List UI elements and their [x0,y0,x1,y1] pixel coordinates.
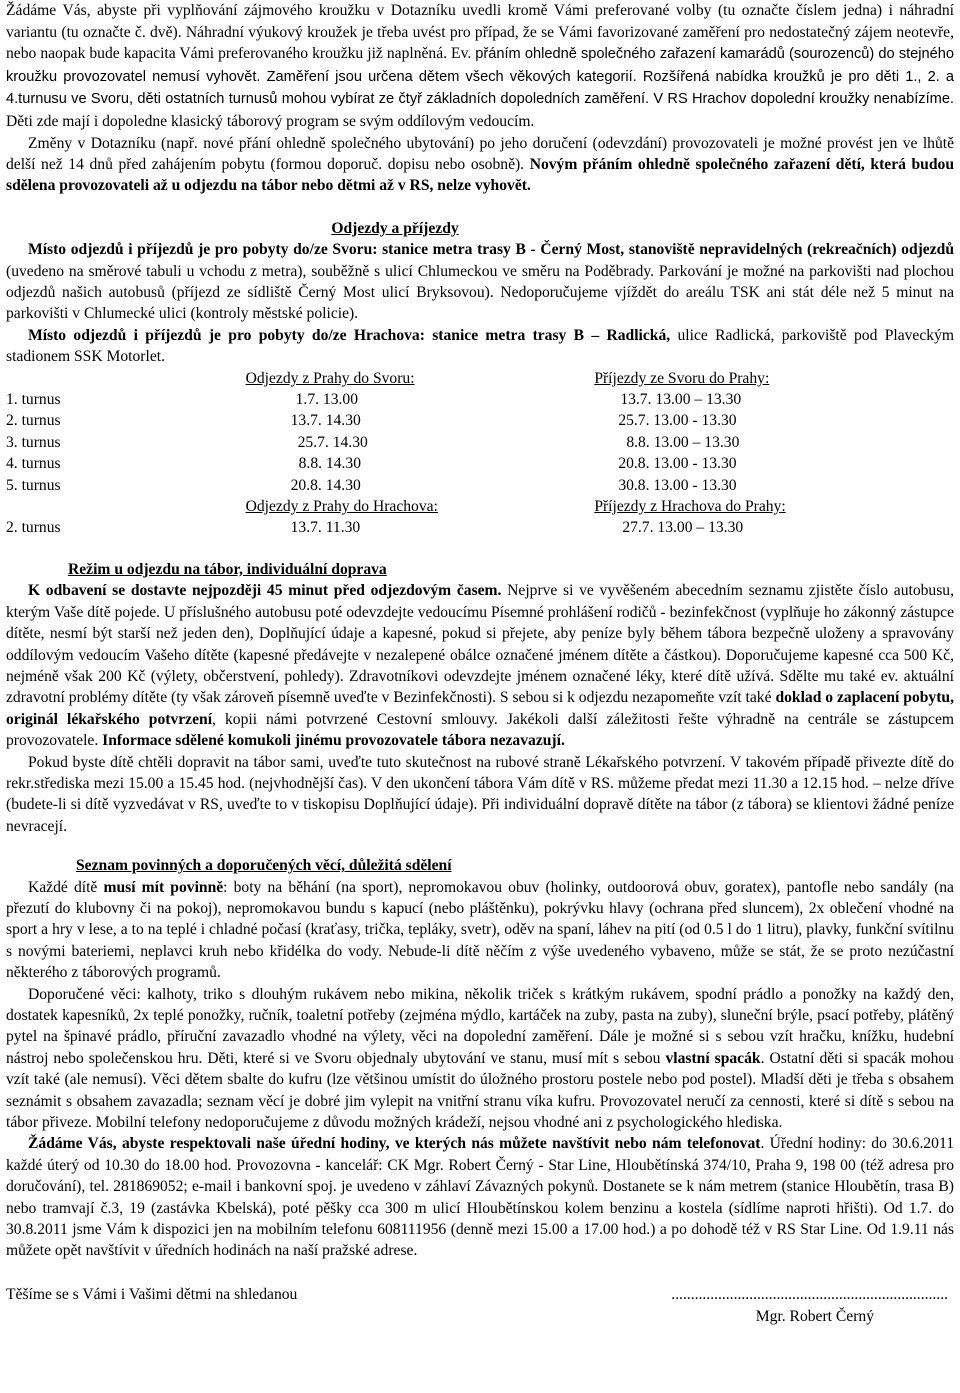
zmeny-bold: Novým přáním ohledně společného zařazení dětí, která budou sdělena provozovateli až u odjezdu na tábor nebo dětmi až v RS, nelze vyhovět. [6,155,955,195]
paragraph-zmeny [6,133,954,197]
schedule-header-hrachov: Odjezdy z Prahy do Hrachova: Příjezdy z Hrachova do Prahy: [245,498,786,516]
zmeny-text: Změny v Dotazníku (např. nové přání ohledně společného ubytování) po jeho doručení (odevzdání) provozovateli je možné provést jen ve lhůtě delší než 14 dnů před zahájením pobytu (formou doporuč. dopisu nebo osobně). [6,134,954,173]
kroužky-text-3: Děti zde mají i dopoledne klasický táborový program se svým oddílovým vedoucím. [6,112,535,130]
signature-row [6,1306,954,1328]
paragraph-seznam-3: Žádáme Vás, abyste respektovali naše úřední hodiny, ve kterých nás můžete navštívit nebo nám telefonovat. Úřední hodiny: do 30.6.2011 každé úterý od 10.30 do 18.00 hod. Provozovna - kancelář: CK Mgr. Robert Černý - Star Line, Hloubětínská 374/10, Praha 9, 198 00 (též adresa pro doručování), tel. 281869052; e-mail i bankovní spoj. je uvedeno v záhlaví Závazných pokynů. Dostanete se k nám metrem (stanice Hloubětín, trasa B) nebo tramvají č.3, 19 (zastávka Kbelská), poté pěšky cca 300 m ulicí Hloubětínskou kolem benzinu a kostela (sídlíme naproti hřišti). Od 1.7. do 30.8.2011 jsme Vám k dispozici jen na mobilním telefonu 608111956 (denně mezi 15.00 a 17.00 hod.) a po dohodě též v RS Star Line. Od 1.9.11 nás můžete opět navštívit v úředních hodinách na naší pražské adrese. [6,1135,954,1260]
schedule-row: 2. turnus 13.7. 11.30 27.7. 13.00 – 13.30 [6,519,744,537]
section-title-seznam: Seznam povinných a doporučených věcí, důležitá sdělení [76,857,452,875]
section-title-odjezdy: Odjezdy a příjezdy [331,219,459,237]
closing-greeting: Těšíme se s Vámi i Vašimi dětmi na shledanou [6,1285,298,1303]
signature-name: Mgr. Robert Černý [755,1307,874,1325]
paragraph-rezim-1: K odbavení se dostavte nejpozději 45 minut před odjezdovým časem. Nejprve si ve vyvěšeném abecedním seznamu zjistěte číslo autobusu, kterým Vaše dítě pojede. U příslušného autobusu poté odevzdejte vedoucímu Písemné prohlášení rodičů - bezinfekčnost (vyplňuje ho zákonný zástupce dítěte, nesmí být starší než jeden den), Doplňující údaje a kapesné, pokud si přejete, aby peníze byly během tábora bezpečně uloženy a spravovány oddílovým vedoucím Vašeho dítěte (kapesné předávejte v nezalepené obálce označené jménem dítěte a částkou). Doporučujeme kapesné cca 500 Kč, nejméně však 200 Kč (výlety, občerstvení, pohledy). Zdravotníkovi odevzdejte jménem označené léky, které dítě užívá. Sdělte mu také ev. aktuální zdravotní problémy dítěte (ty však zároveň písemně uveďte v Bezinfekčnosti). S sebou si k odjezdu nezapomeňte vzít také doklad o zaplacení pobytu, originál lékařského potvrzení, kopii námi potvrzené Cestovní smlouvy. Jakékoli další záležitosti řešte výhradně na centrále se zástupcem provozovatele. Informace sdělené komukoli jinému provozovatele tábora nezavazují. [6,582,954,750]
signature-dots: ....................................................................... [671,1285,948,1303]
paragraph-hrachov-place: Místo odjezdů i příjezdů je pro pobyty do/ze Hrachova: stanice metra trasy B – Radlická, ulice Radlická, parkoviště pod Plaveckým stadionem SSK Motorlet. [6,326,954,366]
paragraph-svor-place: Místo odjezdů i příjezdů je pro pobyty do/ze Svoru: stanice metra trasy B - Černý Most, stanoviště nepravidelných (rekreačních) odjezdů (uvedeno na směrové tabuli u vchodu z metra), souběžně s ulicí Chlumeckou ve směru na Poděbrady. Parkování je možné na parkovišti nad plochou odjezdů našich autobusů (příjezd ze sídliště Černý Most ulicí Bryksovou). Nedoporučujeme vjíždět do areálu TSK ani stát déle než 5 minut na parkovišti v Chlumecké ulici (kontroly městské policie). [6,241,954,323]
schedule-row: 4. turnus 8.8. 14.30 20.8. 13.00 - 13.30 [6,455,737,473]
schedule-table [6,368,954,539]
paragraph-seznam-1: Každé dítě musí mít povinně: boty na běhání (na sport), nepromokavou obuv (holinky, outdoorová obuv, goratex), pantofle nebo sandály (na přezutí do klubovny či na pokoj), nepromokavou bundu s kapucí (nebo pláštěnku), pokrývku hlavy (ochrana před sluncem), 2x oblečení vhodné na sport a hry v lese, a to na teplé i chladné počasí (kraťasy, trička, tepláky, svetr), oděv na spaní, láhev na pití (od 0.5 l do 1 litru), plavky, funkční svítilnu s novými bateriemi, neplavci kruh nebo křidélka do vody. Nebude-li dítě něčím z výše uvedeného vybaveno, může se stát, že se proto nezúčastní některého z táborových programů. [6,878,954,982]
kroužky-text-1: Žádáme Vás, abyste při vyplňování zájmového kroužku v Dotazníku uvedli kromě Vámi preferované volby (tu označte číslem jedna) i náhradní variantu (tu označte č. dvě). Náhradní výukový kroužek je třeba uvést pro případ, že se Vámi favorizované zaměření pro nedostatečný zájem neotevře, nebo naopak bude kapacita Vámi preferovaného kroužku již naplněná. Ev. [6,2,954,63]
schedule-row: 2. turnus 13.7. 14.30 25.7. 13.00 - 13.30 [6,412,737,430]
schedule-row: 5. turnus 20.8. 14.30 30.8. 13.00 - 13.30 [6,476,737,494]
kroužky-text-2: přáním ohledně společného zařazení kamarádů (sourozenců) do stejného kroužku provozovatel nemusí vyhovět. Zaměření jsou určena dětem všech věkových kategorií. Rozšířená nabídka kroužků je pro děti 1., 2. a 4.turnusu ve Svoru, děti ostatních turnusů mohou vybírat ze čtyř základních dopoledních zaměření. V RS Hrachov dopolední kroužky nenabízíme. [6,46,954,108]
paragraph-seznam-2: Doporučené věci: kalhoty, triko s dlouhým rukávem nebo mikina, několik triček s krátkým rukávem, spodní prádlo a ponožky na každý den, dostatek kapesníků, 2x teplé ponožky, ručník, toaletní potřeby (zejména mýdlo, kartáček na zuby, pasta na zuby), sluneční brýle, psací potřeby, plátěný pytel na špinavé prádlo, příruční zavazadlo vhodné na výlety, věci na dopolední zaměření. Dále je možné si s sebou vzít hračku, knížku, hudební nástroj nebo společenskou hru. Děti, které si ve Svoru objednaly ubytování ve stanu, musí mít s sebou vlastní spacák. Ostatní děti si spacák mohou vzít také (ale nemusí). Věci dětem sbalte do kufru (lze většinou umístit do úložného prostoru postele nebo pod postel). Mladší děti je třeba s obsahem seznámit s obsahem zavazadla; seznam věcí je dobré jim vylepit na vnitřní stranu víka kufru. Provozovatel neručí za cennosti, které si dítě s sebou na tábor přiveze. Mobilní telefony nedoporučujeme z důvodu možných krádeží, nejsou vhodné ani z psychologického hlediska. [6,985,954,1132]
paragraph-rezim-2: Pokud byste dítě chtěli dopravit na tábor sami, uveďte tuto skutečnost na rubové straně Lékařského potvrzení. V takovém případě přivezte dítě do rekr.střediska mezi 15.00 a 15.45 hod. (nejvhodnější čas). V den ukončení tábora Vám dítě v RS. můžeme předat mezi 11.30 a 12.15 hod. – nelze dříve (budete-li si dítě vyzvedávat v RS, uveďte to v tiskopisu Doplňující údaje). Při individuální dopravě dítěte na tábor (z tábora) se klientovi žádné peníze nevracejí. [6,753,954,835]
document-page [6,0,954,1328]
section-title-rezim: Režim u odjezdu na tábor, individuální doprava [68,560,387,578]
schedule-row: 3. turnus 25.7. 14.30 8.8. 13.00 – 13.30 [6,433,740,451]
schedule-header-svor: Odjezdy z Prahy do Svoru: Příjezdy ze Svoru do Prahy: [245,369,770,387]
closing-row [6,1284,954,1306]
schedule-row: 1. turnus 1.7. 13.00 13.7. 13.00 – 13.30 [6,391,742,409]
paragraph-kroužky [6,0,954,133]
